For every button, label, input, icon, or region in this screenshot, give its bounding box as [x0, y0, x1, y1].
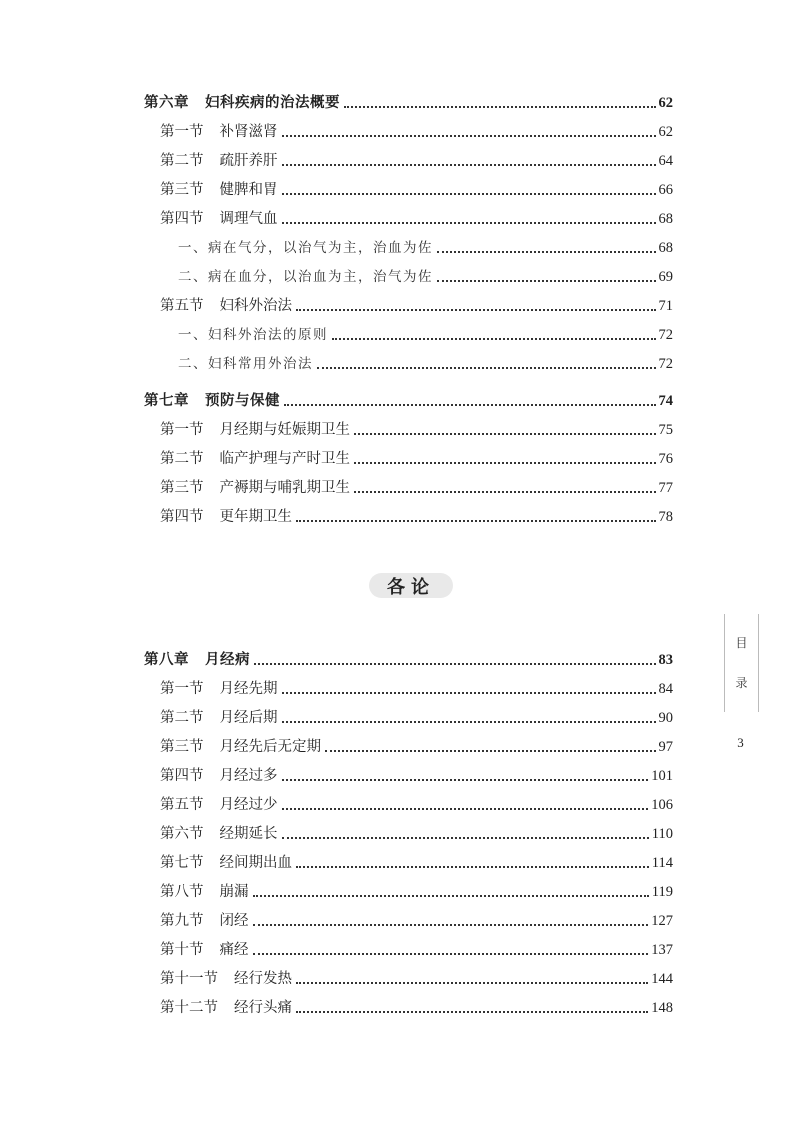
dot-leader — [354, 433, 656, 435]
dot-leader — [282, 193, 656, 195]
toc-section[interactable] — [160, 911, 673, 931]
toc-page-number: 114 — [651, 855, 673, 871]
toc-section[interactable] — [160, 708, 673, 728]
dot-leader — [282, 692, 656, 694]
side-tab-contents — [724, 614, 759, 712]
toc-page-number: 127 — [651, 913, 673, 929]
toc-page-number: 83 — [658, 652, 673, 668]
dot-leader — [317, 367, 656, 369]
toc-subsection[interactable] — [178, 267, 673, 287]
toc-subsection[interactable] — [178, 354, 673, 374]
toc-entry-label: 一、病在气分，以治气为主，治血为佐 — [178, 240, 433, 256]
toc-entry-label: 第一节 月经期与妊娠期卫生 — [160, 422, 350, 438]
toc-page-number: 110 — [651, 826, 673, 842]
dot-leader — [332, 338, 656, 340]
toc-entry-label: 第十节 痛经 — [160, 942, 249, 958]
dot-leader — [282, 164, 656, 166]
toc-page-number: 74 — [658, 393, 673, 409]
toc-page-number: 137 — [651, 942, 673, 958]
side-tab-char: 目 — [735, 636, 748, 650]
toc-section[interactable] — [160, 824, 673, 844]
dot-leader — [437, 251, 656, 253]
toc-entry-label: 第四节 月经过多 — [160, 768, 278, 784]
toc-page-number: 101 — [651, 768, 673, 784]
toc-section[interactable] — [160, 122, 673, 142]
toc-entry-label: 一、妇科外治法的原则 — [178, 327, 328, 343]
toc-page-number: 97 — [658, 739, 673, 755]
dot-leader — [282, 135, 656, 137]
toc-page-number: 68 — [658, 240, 673, 256]
toc-page-number: 62 — [658, 124, 673, 140]
toc-page-number: 64 — [658, 153, 673, 169]
toc-page-number: 62 — [658, 95, 673, 111]
toc-subsection[interactable] — [178, 325, 673, 345]
toc-page-number: 84 — [658, 681, 673, 697]
toc-page-number: 77 — [658, 480, 673, 496]
toc-page-number: 68 — [658, 211, 673, 227]
toc-entry-label: 第三节 健脾和胃 — [160, 182, 278, 198]
dot-leader — [253, 895, 649, 897]
toc-section[interactable] — [160, 478, 673, 498]
toc-page-number: 106 — [651, 797, 673, 813]
dot-leader — [354, 462, 656, 464]
toc-section[interactable] — [160, 679, 673, 699]
toc-section[interactable] — [160, 180, 673, 200]
toc-section[interactable] — [160, 882, 673, 902]
toc-section[interactable] — [160, 420, 673, 440]
toc-chapter-6[interactable] — [144, 93, 673, 113]
toc-entry-label: 第八章 月经病 — [144, 652, 250, 668]
toc-entry-label: 第七节 经间期出血 — [160, 855, 292, 871]
toc-entry-label: 第一节 月经先期 — [160, 681, 278, 697]
toc-page-number: 72 — [658, 356, 673, 372]
dot-leader — [296, 866, 649, 868]
toc-page-number: 78 — [658, 509, 673, 525]
toc-entry-label: 第三节 产褥期与哺乳期卫生 — [160, 480, 350, 496]
toc-page-number: 148 — [651, 1000, 673, 1016]
toc-page-number: 75 — [658, 422, 673, 438]
toc-entry-label: 第十二节 经行头痛 — [160, 1000, 292, 1016]
toc-entry-label: 第四节 调理气血 — [160, 211, 278, 227]
toc-entry-label: 第六章 妇科疾病的治法概要 — [144, 95, 340, 111]
toc-entry-label: 第二节 月经后期 — [160, 710, 278, 726]
toc-section[interactable] — [160, 449, 673, 469]
toc-section[interactable] — [160, 969, 673, 989]
toc-entry-label: 第一节 补肾滋肾 — [160, 124, 278, 140]
part-heading: 各论 — [369, 573, 453, 598]
toc-entry-label: 第二节 临产护理与产时卫生 — [160, 451, 350, 467]
dot-leader — [344, 106, 656, 108]
toc-section[interactable] — [160, 940, 673, 960]
toc-page-number: 66 — [658, 182, 673, 198]
toc-section[interactable] — [160, 998, 673, 1018]
dot-leader — [296, 520, 656, 522]
side-tab-char: 录 — [735, 676, 748, 690]
toc-page-number: 69 — [658, 269, 673, 285]
page-number: 3 — [737, 735, 744, 750]
dot-leader — [284, 404, 656, 406]
toc-page-number: 119 — [651, 884, 673, 900]
toc-section[interactable] — [160, 737, 673, 757]
toc-page-number: 72 — [658, 327, 673, 343]
dot-leader — [296, 309, 656, 311]
toc-entry-label: 二、病在血分，以治血为主，治气为佐 — [178, 269, 433, 285]
toc-entry-label: 第六节 经期延长 — [160, 826, 278, 842]
toc-entry-label: 第十一节 经行发热 — [160, 971, 292, 987]
toc-section[interactable] — [160, 766, 673, 786]
dot-leader — [253, 924, 649, 926]
toc-entry-label: 二、妇科常用外治法 — [178, 356, 313, 372]
dot-leader — [437, 280, 656, 282]
toc-entry-label: 第八节 崩漏 — [160, 884, 249, 900]
toc-section[interactable] — [160, 209, 673, 229]
toc-entry-label: 第三节 月经先后无定期 — [160, 739, 321, 755]
toc-chapter-7[interactable] — [144, 391, 673, 411]
toc-section[interactable] — [160, 507, 673, 527]
toc-page-number: 144 — [651, 971, 673, 987]
toc-page-number: 90 — [658, 710, 673, 726]
dot-leader — [282, 808, 649, 810]
toc-section[interactable] — [160, 151, 673, 171]
toc-section[interactable] — [160, 853, 673, 873]
dot-leader — [325, 750, 656, 752]
toc-page-number: 76 — [658, 451, 673, 467]
toc-chapter-8[interactable] — [144, 650, 673, 670]
toc-subsection[interactable] — [178, 238, 673, 258]
dot-leader — [282, 222, 656, 224]
toc-entry-label: 第九节 闭经 — [160, 913, 249, 929]
toc-entry-label: 第五节 妇科外治法 — [160, 298, 292, 314]
dot-leader — [282, 779, 649, 781]
toc-entry-label: 第二节 疏肝养肝 — [160, 153, 278, 169]
dot-leader — [254, 663, 656, 665]
dot-leader — [296, 1011, 648, 1013]
toc-page-number: 71 — [658, 298, 673, 314]
toc-entry-label: 第四节 更年期卫生 — [160, 509, 292, 525]
toc-section[interactable] — [160, 795, 673, 815]
dot-leader — [253, 953, 649, 955]
dot-leader — [354, 491, 656, 493]
dot-leader — [282, 721, 656, 723]
toc-section[interactable] — [160, 296, 673, 316]
toc-entry-label: 第五节 月经过少 — [160, 797, 278, 813]
dot-leader — [296, 982, 648, 984]
dot-leader — [282, 837, 649, 839]
toc-entry-label: 第七章 预防与保健 — [144, 393, 280, 409]
